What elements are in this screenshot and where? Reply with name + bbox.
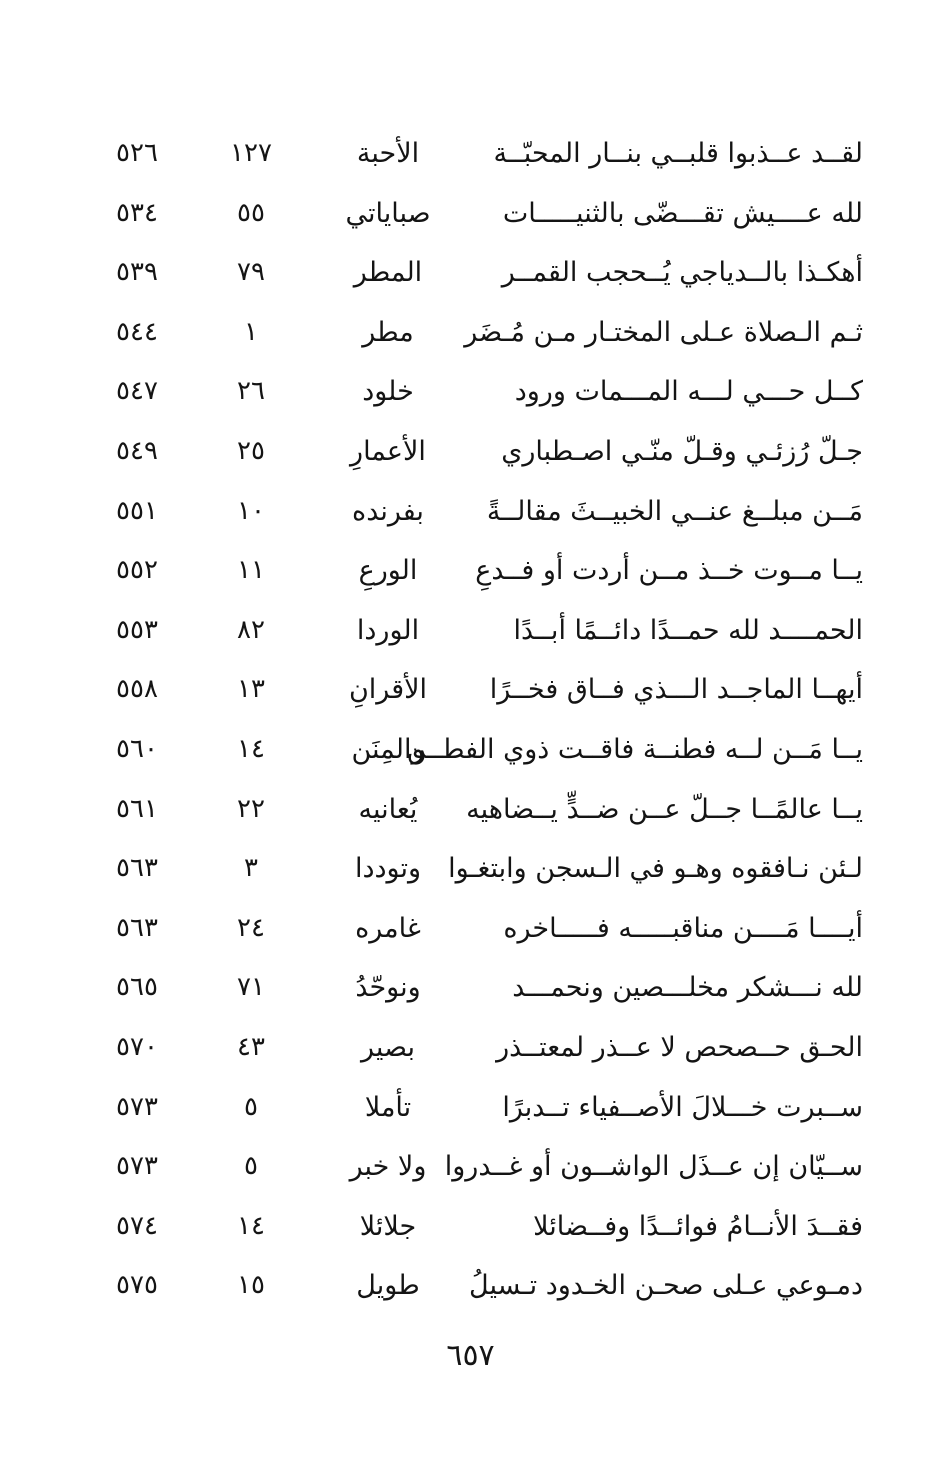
verse-opening: كــل حـــي لـــه المـــمات ورود <box>514 376 863 408</box>
page-reference: ٥٧٥ <box>116 1270 158 1301</box>
verse-count: ١٤ <box>237 733 265 764</box>
verse-count: ٢٢ <box>237 793 265 824</box>
verse-opening: ثـم الـصلاة عـلى المختـار مـن مُـضَر <box>464 316 863 348</box>
table-row <box>0 1137 941 1197</box>
table-row <box>0 362 941 422</box>
rhyme-word: والمِنَن <box>351 733 425 765</box>
verse-opening: يــا مــوت خــذ مــن أردت أو فــدعِ <box>475 555 863 587</box>
page-reference: ٥٥٢ <box>116 555 158 586</box>
page-reference: ٥٥٨ <box>116 674 158 705</box>
rhyme-word: وتوددا <box>354 853 422 885</box>
verse-count: ١١ <box>237 555 265 586</box>
page-reference: ٥٢٦ <box>116 138 158 168</box>
verse-count: ٥ <box>244 1091 258 1122</box>
page-reference: ٥٤٤ <box>116 316 158 347</box>
verse-opening: جـلّ رُزئـي وقـلّ منّـي اصـطباري <box>501 435 863 467</box>
table-row <box>0 780 941 840</box>
verse-count: ٤٣ <box>237 1031 265 1062</box>
page-reference: ٥٦١ <box>116 793 158 824</box>
verse-opening: لـئن نـافقوه وهـو في الـسجن وابتغـوا <box>448 853 863 885</box>
page-reference: ٥٥١ <box>116 495 158 526</box>
rhyme-word: جلائلا <box>359 1210 417 1242</box>
table-row <box>0 541 941 601</box>
verse-opening: يــا مَــن لــه فطنــة فاقــت ذوي الفطــن <box>406 733 863 765</box>
page-reference: ٥٧٠ <box>116 1031 158 1062</box>
page-reference: ٥٤٩ <box>116 435 158 466</box>
rhyme-word: غامره <box>355 912 421 944</box>
verse-opening: ســيّان إن عــذَل الواشــون أو غــدروا <box>444 1151 863 1183</box>
verse-opening: يــا عالمًــا جــلّ عــن ضــدٍّ يــضاهيه <box>466 793 863 825</box>
page-reference: ٥٦٣ <box>116 912 158 943</box>
page-reference: ٥٧٣ <box>116 1151 158 1182</box>
verse-opening: أيــــا مَــــن مناقبـــــه فـــــاخره <box>503 912 863 944</box>
verse-opening: لقــد عــذبوا قلبــي بنــار المحبّــة <box>493 138 863 169</box>
rhyme-word: الأحبة <box>356 138 420 169</box>
table-row <box>0 1256 941 1316</box>
table-row <box>0 958 941 1018</box>
verse-count: ٨٢ <box>237 614 265 645</box>
verse-count: ١٠ <box>237 495 265 526</box>
table-row <box>0 660 941 720</box>
page-reference: ٥٦٠ <box>116 733 158 764</box>
table-row <box>0 184 941 244</box>
page-reference: ٥٣٩ <box>116 257 158 288</box>
page-number: ٦٥٧ <box>446 1338 495 1373</box>
rhyme-word: خلود <box>362 376 414 408</box>
verse-count: ٣ <box>244 853 258 884</box>
verse-count: ٢٥ <box>237 435 265 466</box>
page-reference: ٥٧٣ <box>116 1091 158 1122</box>
verse-opening: دمـوعي عـلى صحـن الخـدود تـسيلُ <box>469 1270 863 1302</box>
table-row <box>0 482 941 542</box>
verse-count: ١ <box>244 316 258 347</box>
table-row <box>0 1078 941 1138</box>
page-reference: ٥٧٤ <box>116 1210 158 1241</box>
verse-opening: لله عــــيش تقـــضّى بالثنيـــــات <box>502 197 863 229</box>
verse-opening: أيهــا الماجــد الـــذي فــاق فخــرًا <box>489 674 863 706</box>
table-row <box>0 303 941 363</box>
rhyme-word: بصير <box>361 1031 415 1063</box>
verse-opening: ســبرت خـــلالَ الأصــفياء تــدبرًا <box>502 1091 863 1123</box>
table-row <box>0 601 941 661</box>
page-reference: ٥٣٤ <box>116 197 158 228</box>
verse-count: ١٥ <box>237 1270 265 1301</box>
rhyme-word: تأملا <box>364 1091 412 1123</box>
rhyme-word: الورعِ <box>358 555 418 587</box>
verse-count: ٢٦ <box>237 376 265 407</box>
rhyme-word: يُعانيه <box>358 793 418 825</box>
verse-opening: مَــن مبلــغ عنــي الخبيــثَ مقالــةً <box>486 495 863 527</box>
verse-count: ٥ <box>244 1151 258 1182</box>
table-row <box>0 1018 941 1078</box>
verse-count: ٧٩ <box>237 257 265 288</box>
rhyme-word: صباياتي <box>345 197 431 229</box>
rhyme-word: الأقرانِ <box>348 674 428 706</box>
table-row <box>0 839 941 899</box>
table-row <box>0 899 941 959</box>
verse-count: ١٤ <box>237 1210 265 1241</box>
rhyme-word: الوردا <box>356 614 420 646</box>
page-reference: ٥٥٣ <box>116 614 158 645</box>
page-reference: ٥٦٣ <box>116 853 158 884</box>
poem-index-table <box>0 124 941 1316</box>
rhyme-word: ولا خبر <box>349 1151 427 1183</box>
verse-opening: الحـق حــصحص لا عــذر لمعتــذر <box>496 1031 863 1063</box>
rhyme-word: بفرنده <box>352 495 424 527</box>
table-row <box>0 422 941 482</box>
page-reference: ٥٤٧ <box>116 376 158 407</box>
table-row <box>0 1197 941 1257</box>
verse-count: ٥٥ <box>237 197 265 228</box>
table-row <box>0 124 941 184</box>
verse-opening: أهكـذا بالــدياجي يُــحجب القمــر <box>501 257 863 289</box>
page-reference: ٥٦٥ <box>116 972 158 1003</box>
rhyme-word: المطر <box>353 257 423 289</box>
table-row <box>0 243 941 303</box>
verse-count: ١٢٧ <box>230 138 272 168</box>
table-row <box>0 720 941 780</box>
rhyme-word: طويل <box>356 1270 420 1302</box>
verse-opening: فقــدَ الأنــامُ فوائــدًا وفــضائلا <box>533 1210 863 1242</box>
rhyme-word: الأعمارِ <box>350 435 426 467</box>
verse-count: ٧١ <box>237 972 265 1003</box>
rhyme-word: مطر <box>362 316 414 348</box>
rhyme-word: ونوحّدُ <box>355 972 421 1004</box>
verse-opening: لله نـــشكر مخلـــصين ونحمـــد <box>512 972 863 1004</box>
verse-count: ٢٤ <box>237 912 265 943</box>
verse-opening: الحمــــد لله حمــدًا دائــمًا أبــدًا <box>513 614 863 646</box>
verse-count: ١٣ <box>237 674 265 705</box>
